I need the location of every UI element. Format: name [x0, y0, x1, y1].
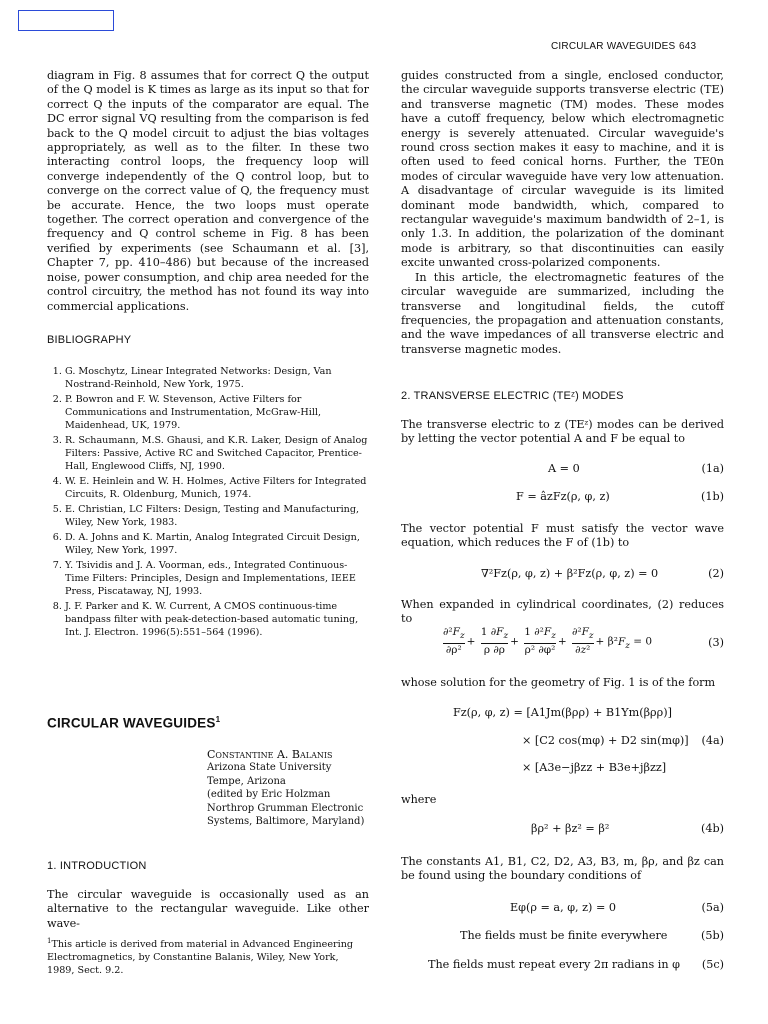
left-column	[47, 69, 369, 314]
equation-5a-number: (5a)	[701, 901, 724, 914]
equation-5b	[401, 929, 724, 947]
bib-item: 5. E. Christian, LC Filters: Design, Testing and Manufacturing, Wiley, New York, 1983.	[65, 503, 369, 529]
bibliography-list	[47, 365, 369, 641]
footnote	[47, 935, 369, 977]
para-6-block	[401, 855, 724, 884]
right-paragraph-1: guides constructed from a single, enclosed conductor, the circular waveguide supports transverse electric (TE) and transverse magnetic (TM) modes. These modes have a cutoff frequency, below which electromagnetic energy is severely attenuated. Circular waveguide's round cross section makes it easy to machine, and it is often used to feed conical horns. Further, the TE0n modes of circular waveguide have very low attenuation. A disadvantage of circular waveguide is its limited dominant mode bandwidth, which, compared to rectangular waveguide's maximum bandwidth of 2–1, is only 1.3. In addition, the polarization of the dominant mode is arbitrary, so that discontinuities can easily excite unwanted cross-polarized components.	[401, 69, 724, 270]
equation-1a-number: (1a)	[701, 462, 724, 475]
bibliography-section	[47, 333, 369, 347]
equation-1b	[401, 490, 724, 508]
footnote-text: This article is derived from material in Advanced Engineering Electromagnetics, by Constantine Balanis, Wiley, New York, 1989, Sect. 9.2.	[47, 939, 354, 977]
where-block	[401, 793, 724, 807]
te-intro: The transverse electric to z (TEᶻ) modes can be derived by letting the vector potential A and F be equal to	[401, 418, 724, 446]
right-paragraph-3: The vector potential F must satisfy the vector wave equation, which reduces the F of (1b) to	[401, 522, 724, 550]
te-section	[401, 389, 724, 403]
introduction-heading: 1. INTRODUCTION	[47, 860, 147, 872]
bib-item: 4. W. E. Heinlein and W. H. Holmes, Active Filters for Integrated Circuits, R. Oldenburg, Munich, 1974.	[65, 475, 369, 501]
bib-item: 3. R. Schaumann, M.S. Ghausi, and K.R. Laker, Design of Analog Filters: Passive, Active RC and Switched Capacitor, Prentice-Hall, Englewood Cliffs, NJ, 1990.	[65, 434, 369, 473]
equation-5c-body: The fields must repeat every 2π radians in φ	[428, 958, 680, 971]
equation-2-number: (2)	[708, 567, 724, 580]
equation-5c	[401, 958, 724, 976]
te-intro-block	[401, 418, 724, 447]
equation-1b-number: (1b)	[700, 490, 724, 503]
bibliography-heading: BIBLIOGRAPHY	[47, 334, 132, 346]
equation-5c-number: (5c)	[701, 958, 724, 971]
page-number: 643	[679, 41, 697, 52]
introduction-text: The circular waveguide is occasionally used as an alternative to the rectangular waveguide. Like other wave-	[47, 888, 369, 930]
right-column	[401, 69, 724, 357]
running-title: CIRCULAR WAVEGUIDES	[551, 41, 676, 52]
article-title: CIRCULAR WAVEGUIDES$^1$	[47, 715, 221, 731]
equation-3	[401, 626, 724, 662]
affiliation-line: Tempe, Arizona	[207, 775, 286, 787]
equation-2-body: ∇²Fz(ρ, φ, z) + β²Fz(ρ, φ, z) = 0	[481, 567, 659, 580]
author-affiliation	[207, 748, 364, 828]
te-heading: 2. TRANSVERSE ELECTRIC (TEᶻ) MODES	[401, 390, 624, 402]
running-header	[551, 41, 697, 52]
equation-1a	[401, 462, 724, 480]
equation-3-body: $\frac{\partial^2F_z}{\text{∂ρ²}}$ + $\frac{1 \partial F_z}{\rho \partial\rho}$ + $\frac{1 \partial^2F_z}{\text{ρ² ∂φ²}}$ + $\frac{\partial^2F_z}{\text{∂z²}}$ + $\beta^2F_z = 0$	[443, 626, 653, 657]
right-paragraph-4: When expanded in cylindrical coordinates, (2) reduces to	[401, 598, 724, 626]
equation-1a-body: A = 0	[548, 462, 580, 475]
bib-item: 6. D. A. Johns and K. Martin, Analog Integrated Circuit Design, Wiley, New York, 1997.	[65, 531, 369, 557]
equation-5b-number: (5b)	[700, 929, 724, 942]
bib-item: 2. P. Bowron and F. W. Stevenson, Active Filters for Communications and Instrumentation, McGraw-Hill, Maidenhead, UK, 1979.	[65, 393, 369, 432]
equation-4a-line-1: Fz(ρ, φ, z) = [A1Jm(βρρ) + B1Ym(βρρ)]	[453, 706, 672, 719]
article-title-block	[47, 713, 369, 731]
introduction-section	[47, 859, 369, 873]
equation-2	[401, 567, 724, 585]
equation-4b	[401, 822, 724, 840]
bib-item: 1. G. Moschytz, Linear Integrated Networks: Design, Van Nostrand-Reinhold, New York, 1975.	[65, 365, 369, 391]
equation-4a-number: (4a)	[701, 734, 724, 747]
equation-5b-body: The fields must be finite everywhere	[460, 929, 668, 942]
affiliation-line: Northrop Grumman Electronic	[207, 802, 364, 814]
equation-4a-line-2: × [C2 cos(mφ) + D2 sin(mφ)]	[522, 734, 689, 747]
equation-4b-body: βρ² + βz² = β²	[531, 822, 610, 835]
where-text: where	[401, 793, 437, 806]
article-title-footnote-mark: 1	[215, 715, 221, 724]
para-5-block	[401, 676, 724, 690]
equation-1b-body: F = âzFz(ρ, φ, z)	[516, 490, 610, 503]
footnote-mark: 1	[47, 937, 52, 945]
equation-5a	[401, 901, 724, 919]
equation-4a-line-3: × [A3e−jβzz + B3e+jβzz]	[522, 761, 667, 774]
equation-4b-number: (4b)	[700, 822, 724, 835]
para-4-block	[401, 598, 724, 627]
affiliation-line: Systems, Baltimore, Maryland)	[207, 816, 365, 828]
equation-5a-body: Eφ(ρ = a, φ, z) = 0	[510, 901, 617, 914]
right-paragraph-2: In this article, the electromagnetic features of the circular waveguide are summarized, including the transverse and longitudinal fields, the cutoff frequencies, the propagation and attenuation constants, and the wave impedances of all transverse electric and transverse magnetic modes.	[401, 270, 724, 356]
selection-box-outline	[18, 10, 114, 31]
equation-4a	[401, 706, 724, 772]
author-name: Constantine A. Balanis	[207, 748, 333, 761]
bib-item: 7. Y. Tsividis and J. A. Voorman, eds., Integrated Continuous-Time Filters: Principles, Design and Implementations, IEEE Press, Piscataway, NJ, 1993.	[65, 559, 369, 598]
equation-3-number: (3)	[708, 636, 724, 649]
affiliation-line: (edited by Eric Holzman	[207, 789, 331, 801]
introduction-body	[47, 888, 369, 931]
right-paragraph-6: The constants A1, B1, C2, D2, A3, B3, m, βρ, and βz can be found using the boundary conditions of	[401, 855, 724, 883]
affiliation-line: Arizona State University	[207, 762, 332, 774]
right-paragraph-5: whose solution for the geometry of Fig. 1 is of the form	[401, 676, 716, 689]
para-3-block	[401, 522, 724, 551]
bib-item: 8. J. F. Parker and K. W. Current, A CMOS continuous-time bandpass filter with peak-detection-based automatic tuning, Int. J. Electron. 1996(5):551–564 (1996).	[65, 600, 369, 639]
left-paragraph-1: diagram in Fig. 8 assumes that for correct Q the output of the Q model is K times as large as its input so that for correct Q the inputs of the comparator are equal. The DC error signal VQ resulting from the comparison is fed back to the Q model circuit to adjust the bias voltages appropriately, as well as to the filter. In these two interacting control loops, the frequency loop will converge independently of the Q control loop, but to converge on the correct value of Q, the frequency must be accurate. Hence, the two loops must operate together. The correct operation and convergence of the frequency and Q control scheme in Fig. 8 has been verified by experiments (see Schaumann et al. [3], Chapter 7, pp. 410–486) but because of the increased noise, power consumption, and chip area needed for the control circuitry, the method has not found its way into commercial applications.	[47, 69, 369, 313]
